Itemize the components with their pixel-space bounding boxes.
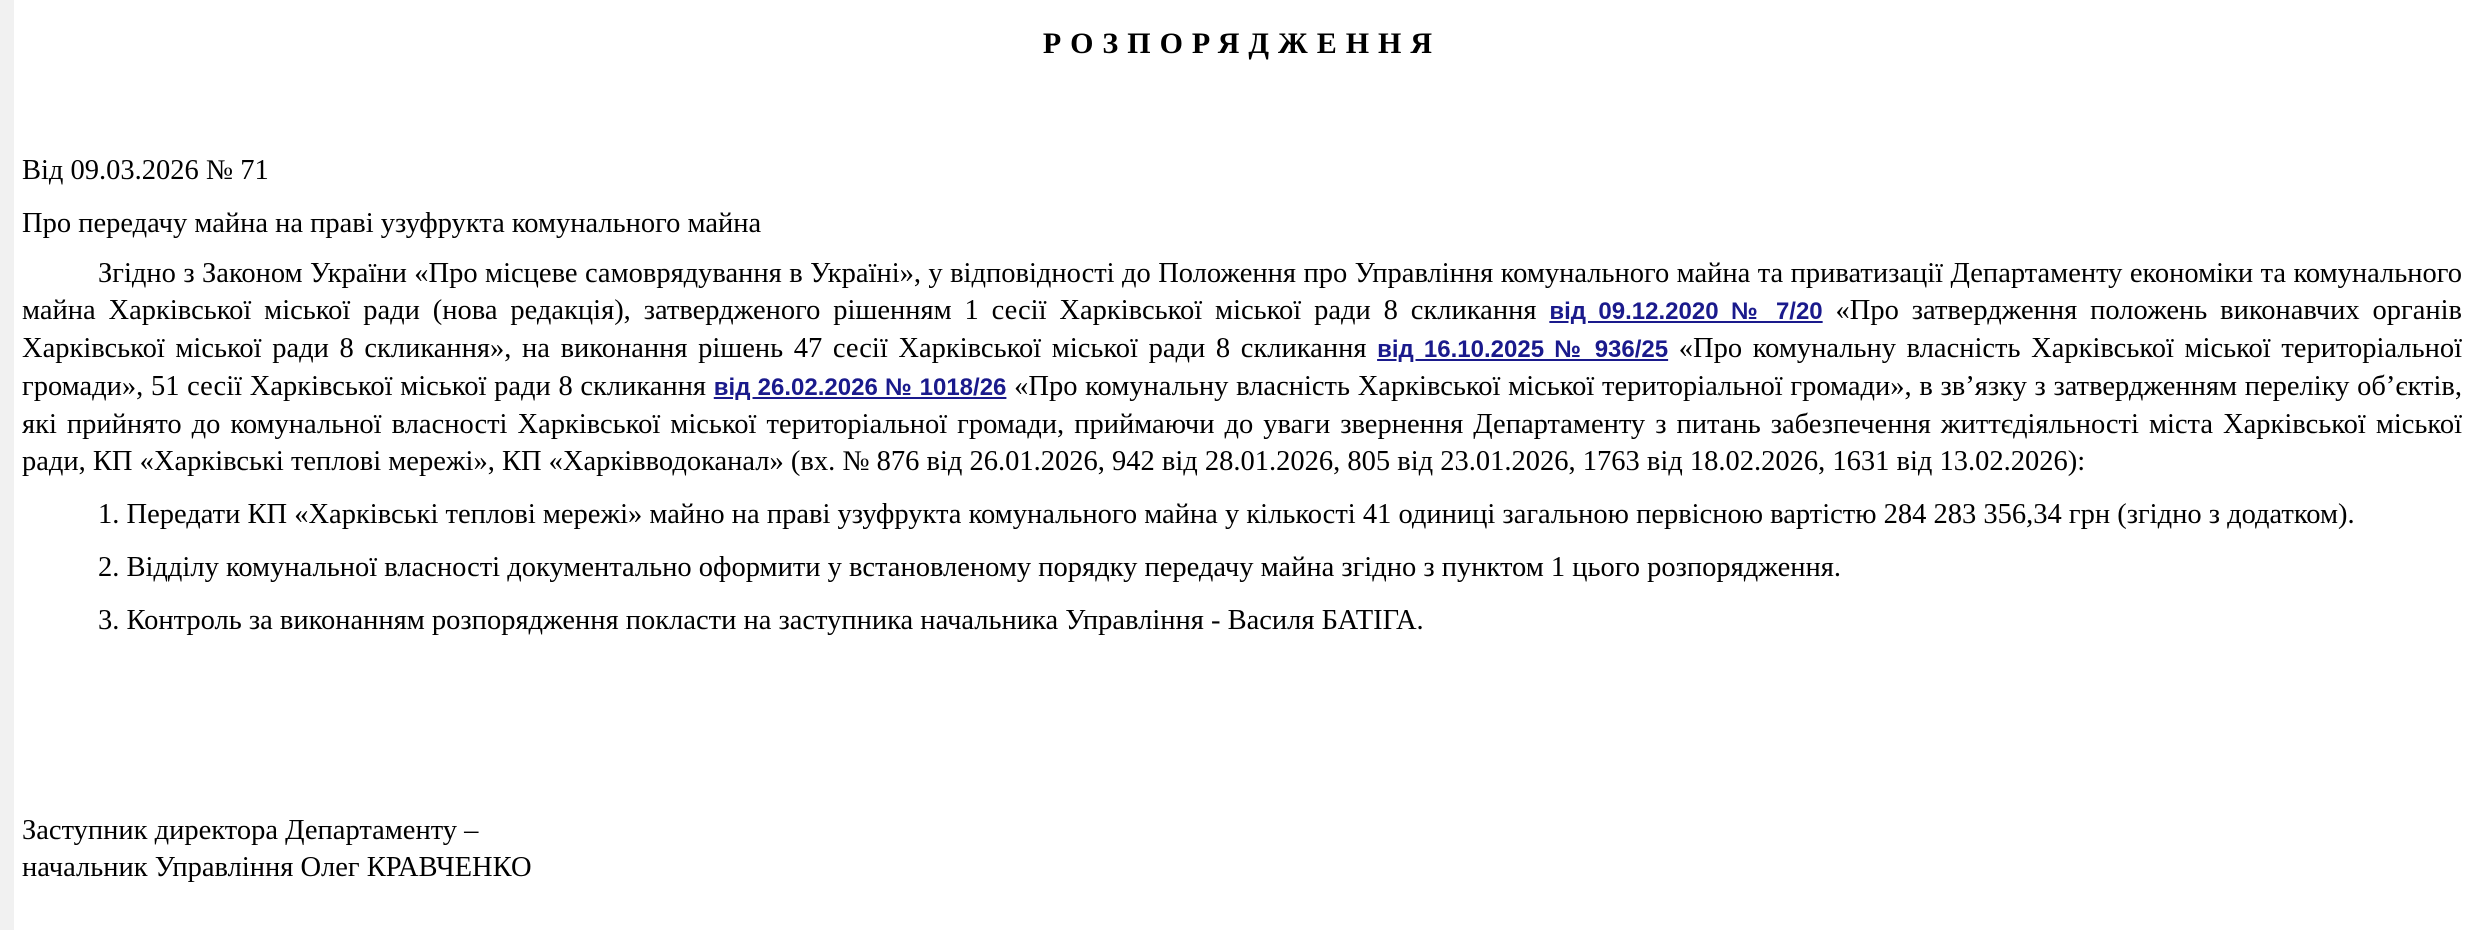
document-subject: Про передачу майна на праві узуфрукта комунального майна — [22, 208, 762, 239]
left-margin-strip — [0, 0, 14, 930]
preamble-text-2: «Про затвердження положень виконавчих органів Харківської міської ради 8 скликання», на виконання рішень 47 сесії Харківської міської ради 8 скликання — [22, 295, 2462, 364]
decision-link-7-20[interactable]: від 09.12.2020 № 7/20 — [1549, 298, 1823, 325]
preamble-paragraph — [22, 255, 2462, 480]
signature-block — [22, 812, 532, 886]
preamble-text-3: «Про комунальну власність Харківської міської територіальної громади», 51 сесії Харківської міської ради 8 скликання — [22, 333, 2462, 402]
document-body — [22, 0, 2463, 883]
signature-name: начальник Управління Олег КРАВЧЕНКО — [22, 852, 532, 883]
signature-position: Заступник директора Департаменту – — [22, 815, 479, 846]
order-item-3: 3. Контроль за виконанням розпорядження покласти на заступника начальника Управління - Василя БАТІГА. — [98, 605, 1424, 636]
preamble-text-1: Згідно з Законом України «Про місцеве самоврядування в Україні», у відповідності до Положення про Управління комунального майна та приватизації Департаменту економіки та комунального майна Харківської міської ради (нова редакція), затвердженого рішенням 1 сесії Харківської міської ради 8 скликання — [22, 258, 2462, 326]
decision-link-1018-26[interactable]: від 26.02.2026 № 1018/26 — [713, 374, 1007, 401]
preamble-text-4: «Про комунальну власність Харківської міської територіальної громади», в зв’язку з затвердженням переліку об’єктів, які прийнято до комунальної власності Харківської міської територіальної громади, приймаючи до уваги звернення Департаменту з питань забезпечення життєдіяльності міста Харківської міської ради, КП «Харківські теплові мережі», КП «Харківводоканал» (вх. № 876 від 26.01.2026, 942 від 28.01.2026, 805 від 23.01.2026, 1763 від 18.02.2026, 1631 від 13.02.2026): — [22, 371, 2463, 477]
decision-link-936-25[interactable]: від 16.10.2025 № 936/25 — [1377, 336, 1669, 363]
document-date-number: Від 09.03.2026 № 71 — [22, 155, 269, 186]
document-title: РОЗПОРЯДЖЕННЯ — [1042, 27, 1442, 60]
order-item-1: 1. Передати КП «Харківські теплові мережі» майно на праві узуфрукта комунального майна у кількості 41 одиниці загальною первісною вартістю 284 283 356,34 грн (згідно з додатком). — [98, 499, 2355, 530]
order-item-2: 2. Відділу комунальної власності документально оформити у встановленому порядку передачу майна згідно з пунктом 1 цього розпорядження. — [98, 552, 1841, 583]
